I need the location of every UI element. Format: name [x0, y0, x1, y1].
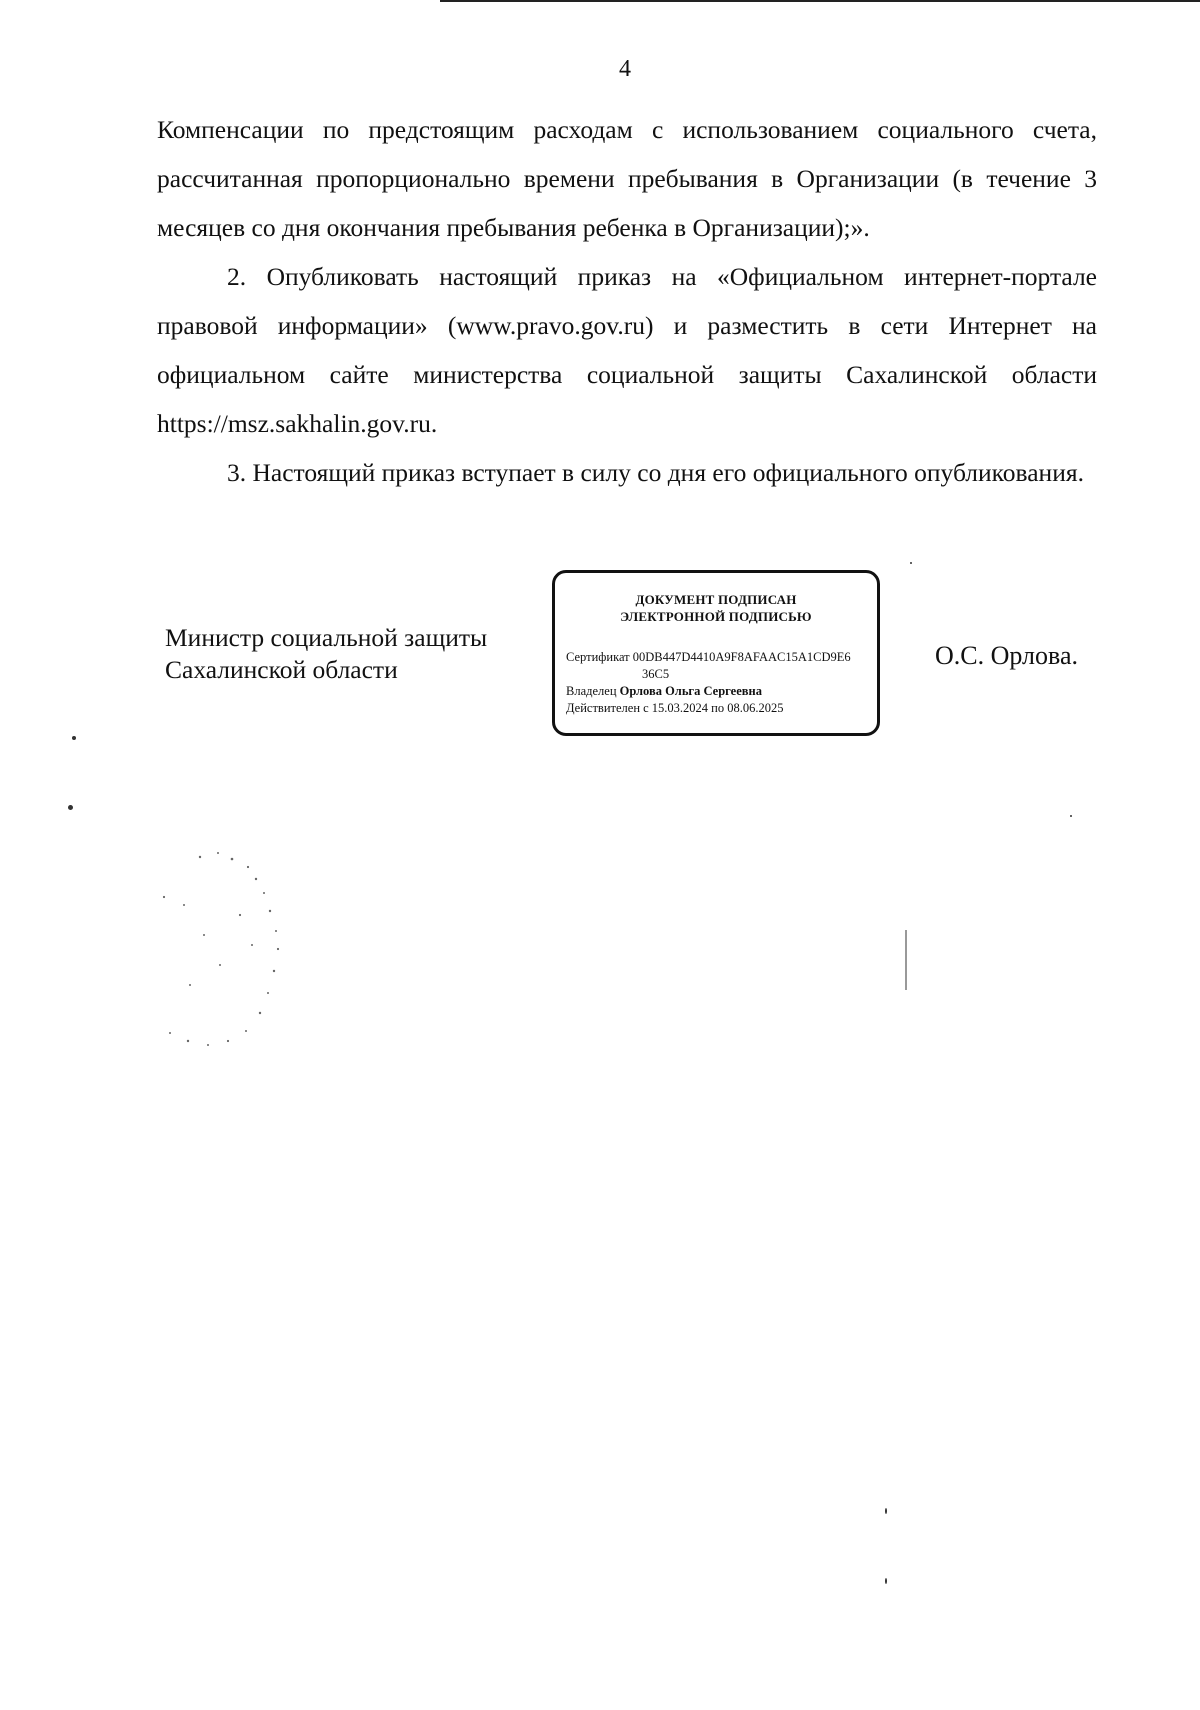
stamp-certificate-row — [566, 649, 851, 666]
scan-speck — [905, 930, 907, 990]
paragraph-effective-date: 3. Настоящий приказ вступает в силу со дня его официального опубликования. — [227, 458, 1084, 487]
paragraph-continuation: Компенсации по предстоящим расходам с использованием социального счета, рассчитанная пропорционально времени пребывания в Организации (в течение 3 месяцев со дня окончания пребывания ребенка в Организации);». — [157, 115, 1097, 242]
scan-edge — [440, 0, 1200, 2]
paragraph-publish: 2. Опубликовать настоящий приказ на «Официальном интернет-портале правовой информации» (www.pravo.gov.ru) и разместить в сети Интернет на официальном сайте министерства социальной защиты Сахалинской области https://msz.sakhalin.gov.ru. — [157, 262, 1097, 438]
faded-seal-marks — [160, 845, 320, 1065]
stamp-owner-row — [566, 683, 851, 700]
scan-speck — [885, 1578, 887, 1584]
scan-speck — [1070, 815, 1072, 817]
page-number: 4 — [619, 56, 631, 82]
document-body — [157, 105, 1097, 497]
scan-speck — [885, 1508, 887, 1514]
certificate-value-continued: 36C5 — [642, 667, 670, 681]
certificate-label: Сертификат — [566, 650, 630, 664]
scan-speck — [68, 805, 73, 810]
stamp-header-line: ЭЛЕКТРОННОЙ ПОДПИСЬЮ — [620, 609, 812, 624]
scan-speck — [72, 736, 76, 740]
electronic-signature-stamp — [552, 570, 880, 736]
stamp-header — [555, 591, 877, 625]
stamp-header-line: ДОКУМЕНТ ПОДПИСАН — [635, 592, 797, 607]
signer-position-line: Министр социальной защиты — [165, 623, 488, 652]
signer-position — [165, 622, 487, 686]
stamp-validity: Действителен с 15.03.2024 по 08.06.2025 — [566, 701, 784, 715]
signer-position-line: Сахалинской области — [165, 655, 398, 684]
owner-label: Владелец — [566, 684, 617, 698]
certificate-value: 00DB447D4410A9F8AFAAC15A1CD9E6 — [632, 650, 851, 664]
stamp-details — [566, 649, 851, 717]
signer-name: О.С. Орлова. — [935, 641, 1078, 670]
owner-value: Орлова Ольга Сергеевна — [619, 684, 762, 698]
scan-speck — [910, 562, 912, 564]
